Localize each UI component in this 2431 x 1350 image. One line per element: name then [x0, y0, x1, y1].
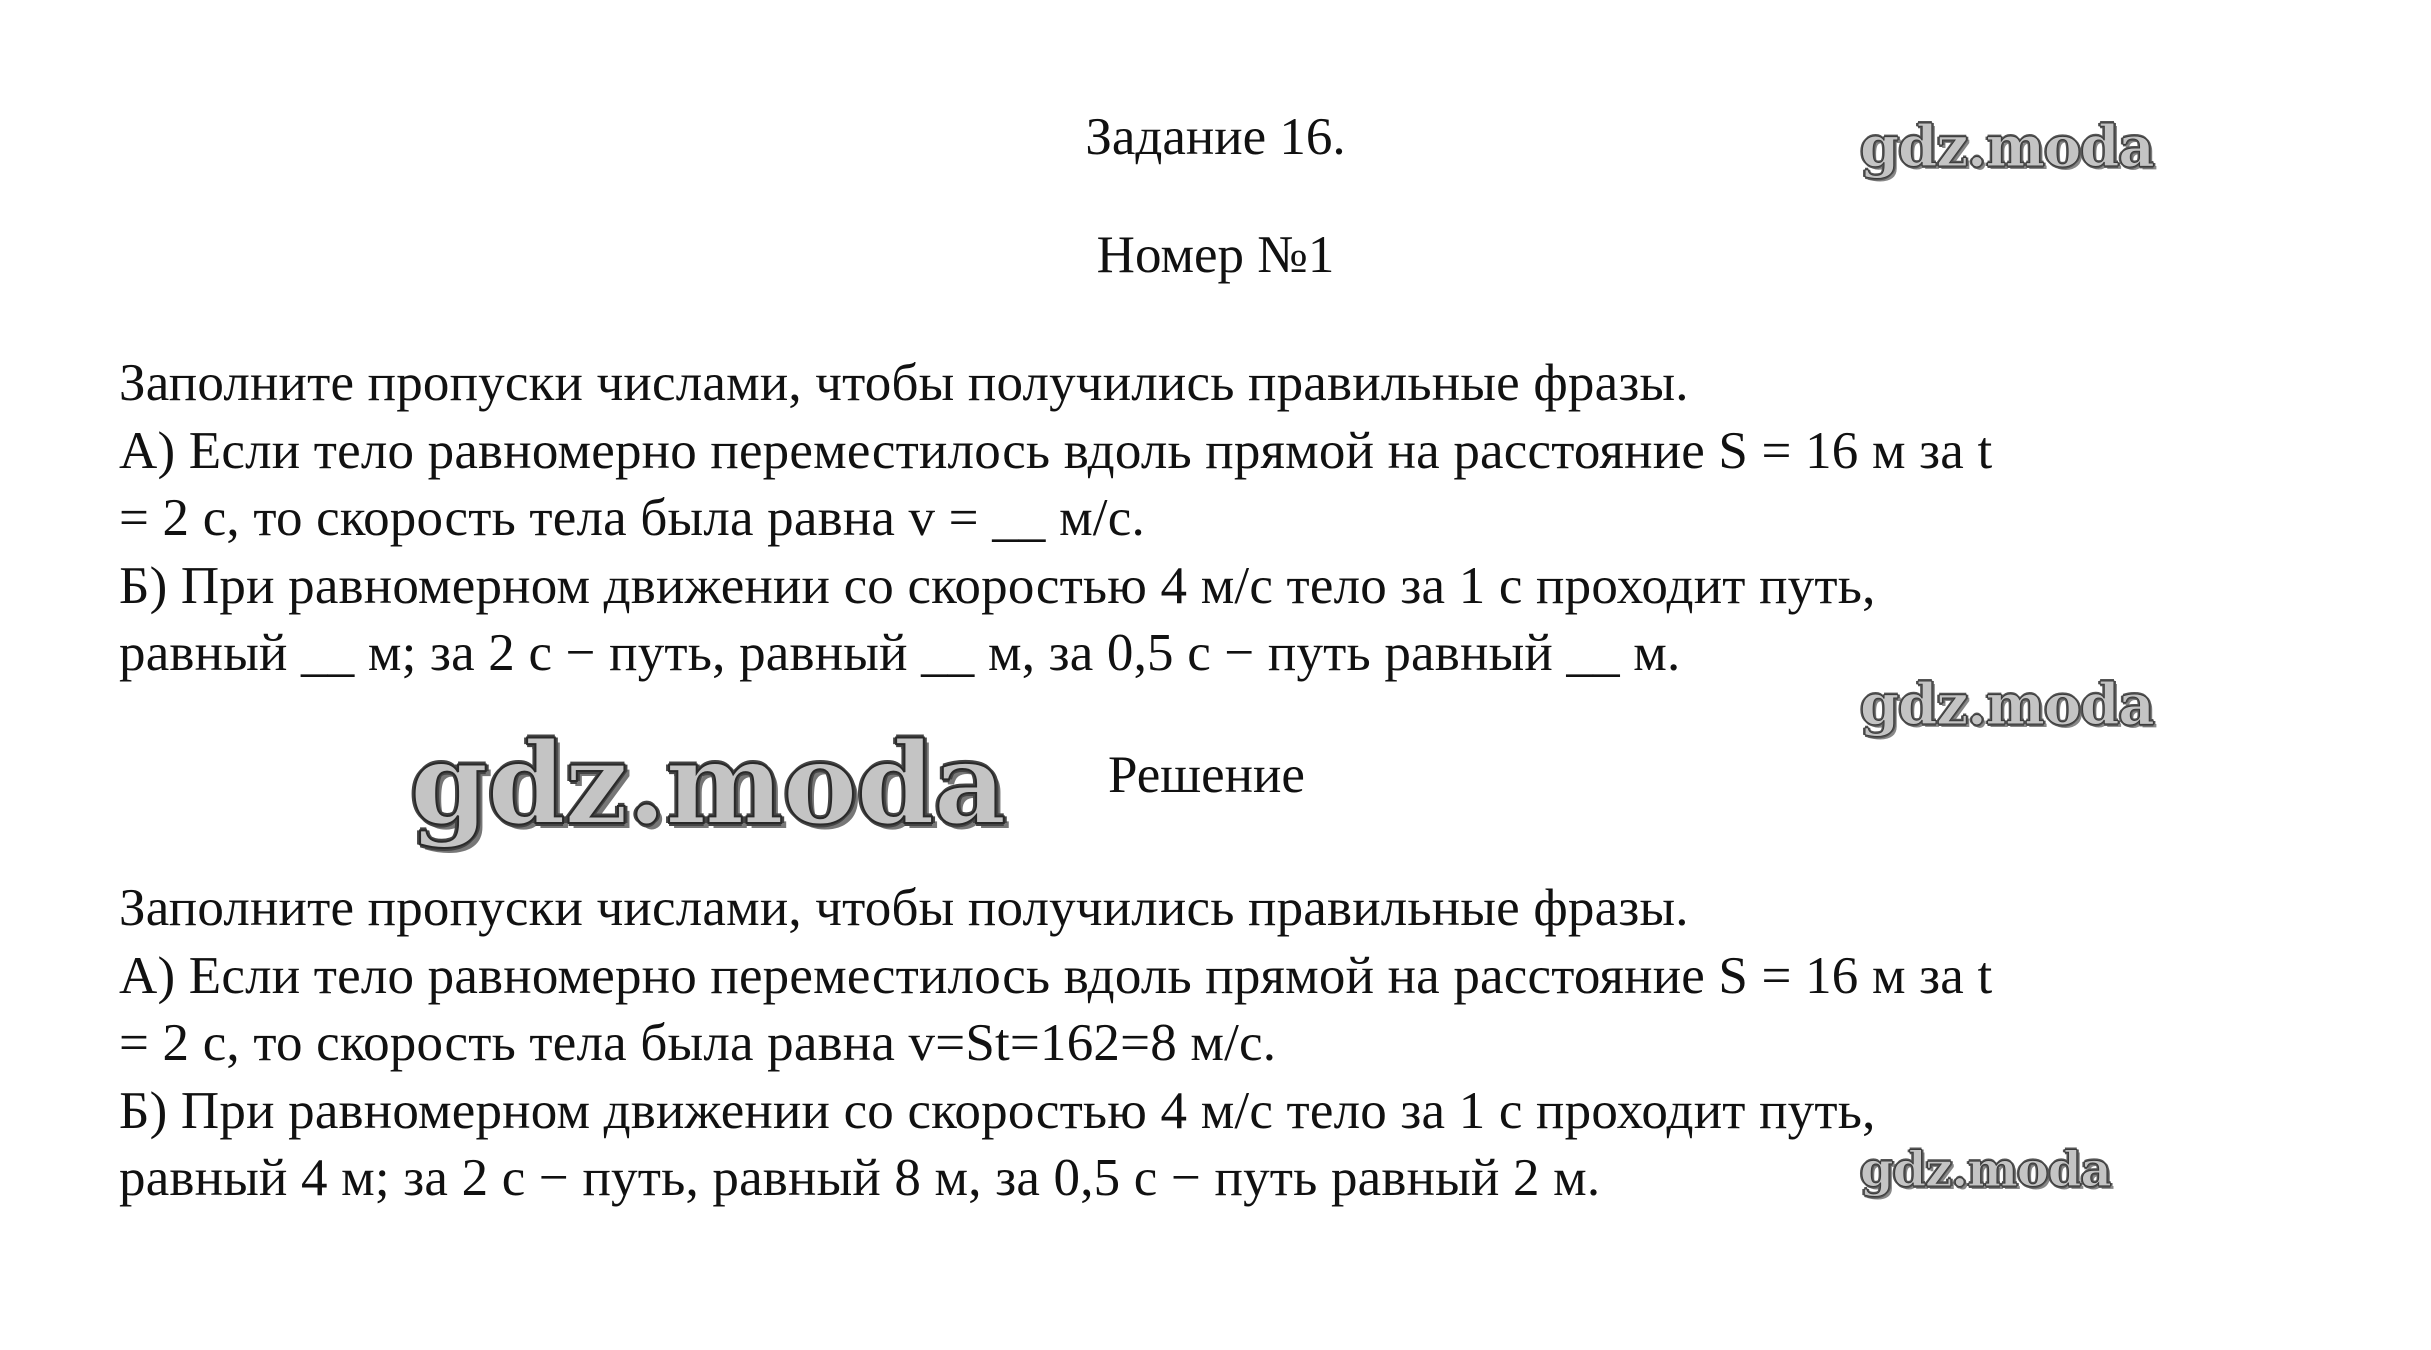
question-line: Заполните пропуски числами, чтобы получились правильные фразы.: [119, 354, 1689, 412]
question-text: [119, 350, 2319, 688]
task-number: Номер №1: [1096, 226, 1335, 284]
solution-line: Заполните пропуски числами, чтобы получились правильные фразы.: [119, 879, 1689, 937]
watermark-logo: gdz.moda: [1860, 1142, 2111, 1198]
question-line: равный __ м; за 2 с − путь, равный __ м, за 0,5 с − путь равный __ м.: [119, 624, 1681, 682]
solution-line: равный 4 м; за 2 с − путь, равный 8 м, за 0,5 с − путь равный 2 м.: [119, 1149, 1601, 1207]
watermark-logo: gdz.moda: [1860, 114, 2154, 180]
watermark-logo: gdz.moda: [1860, 672, 2154, 738]
solution-line: А) Если тело равномерно переместилось вдоль прямой на расстояние S = 16 м за t: [119, 946, 1993, 1005]
solution-line: = 2 с, то скорость тела была равна v=St=162=8 м/с.: [119, 1014, 1277, 1072]
question-line: = 2 с, то скорость тела была равна v = __ м/с.: [119, 489, 1145, 547]
watermark-logo-large: gdz.moda: [410, 719, 1006, 850]
question-line: А) Если тело равномерно переместилось вдоль прямой на расстояние S = 16 м за t: [119, 421, 1993, 480]
question-line: Б) При равномерном движении со скоростью 4 м/с тело за 1 с проходит путь,: [119, 556, 1876, 615]
solution-label: Решение: [1108, 746, 1305, 804]
task-title: Задание 16.: [1085, 108, 1346, 166]
solution-line: Б) При равномерном движении со скоростью 4 м/с тело за 1 с проходит путь,: [119, 1081, 1876, 1140]
